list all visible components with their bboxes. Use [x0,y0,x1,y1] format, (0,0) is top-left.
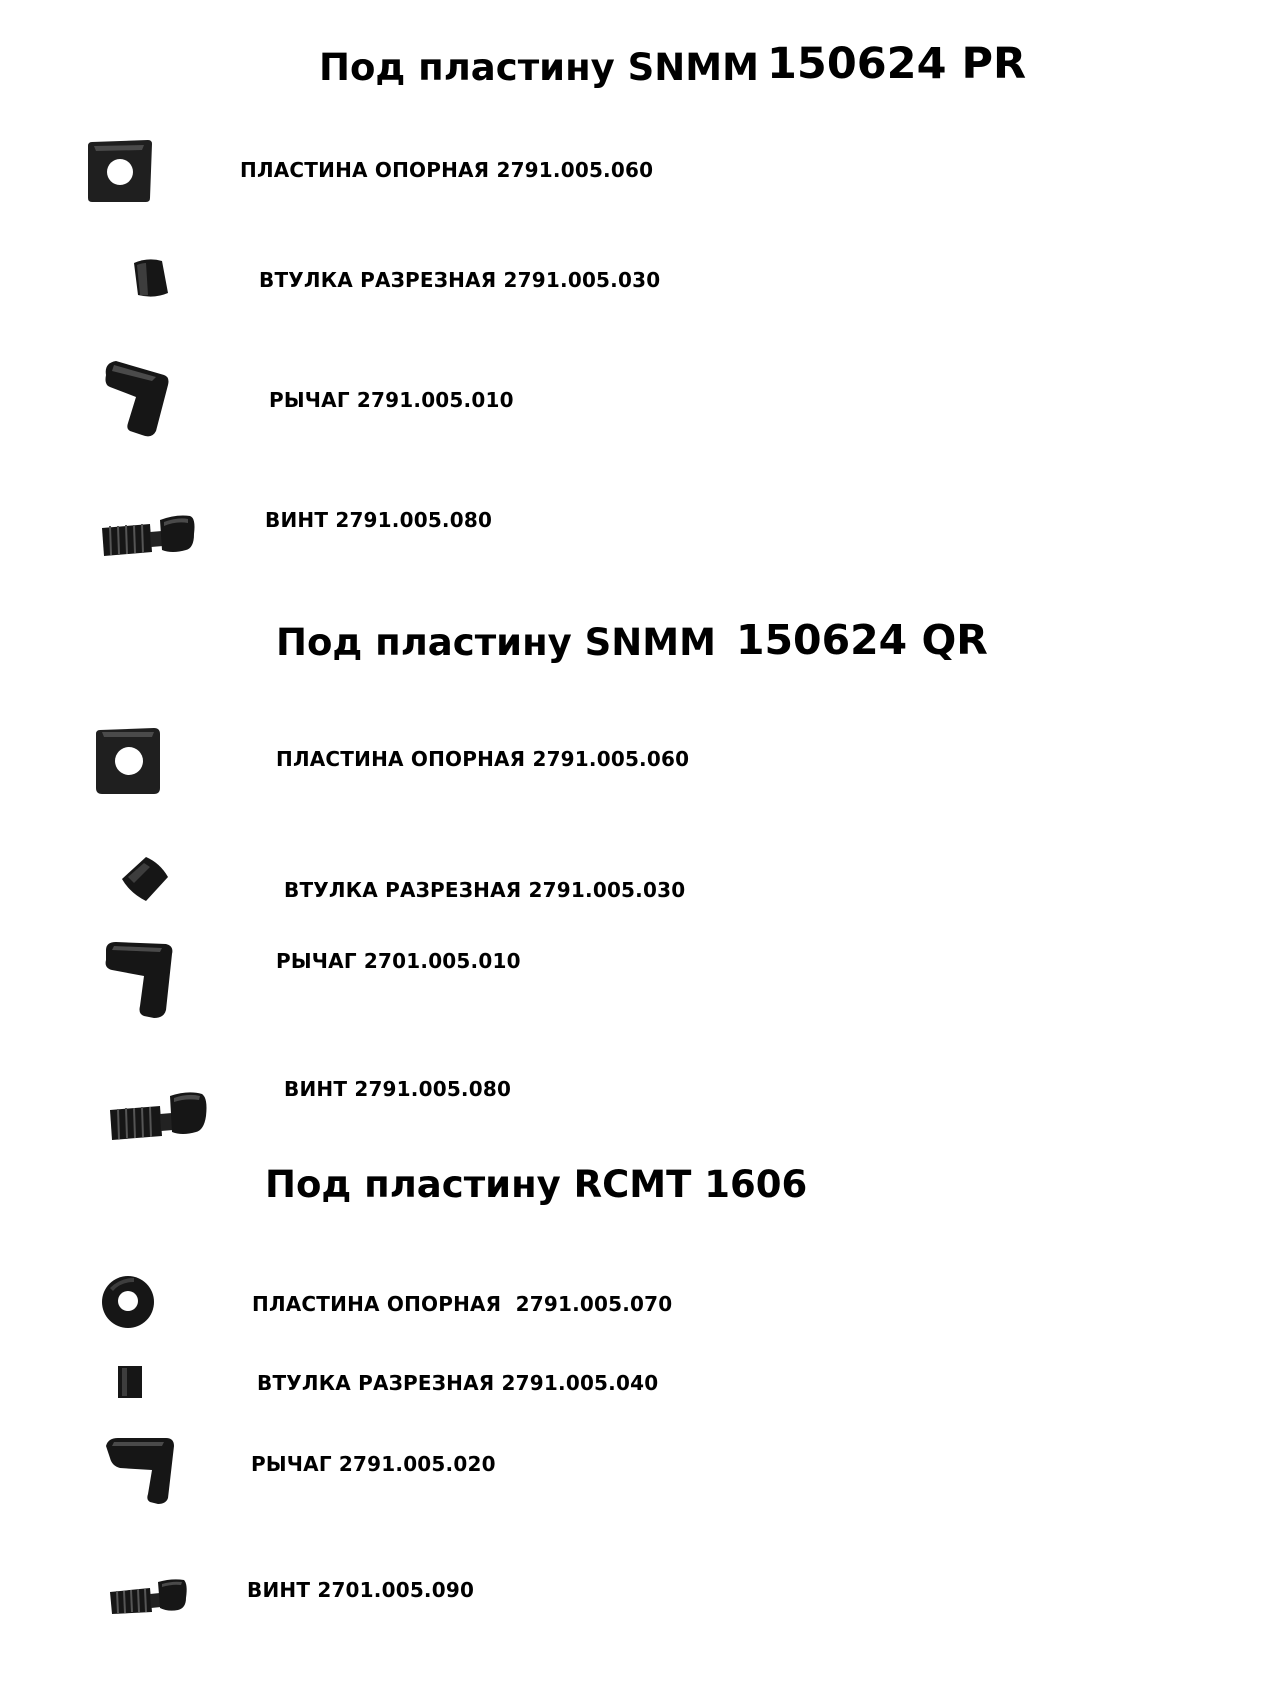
part-label: ВИНТ 2791.005.080 [265,508,493,532]
section-1-title: Под пластину SNMM [319,46,759,89]
part-label: ВТУЛКА РАЗРЕЗНАЯ 2791.005.030 [284,878,686,902]
lever-icon [100,940,176,1020]
screw-icon [108,1088,208,1142]
part-label: РЫЧАГ 2701.005.010 [276,949,521,973]
screw-icon [108,1576,188,1616]
section-2-title: Под пластину SNMM [276,621,716,664]
part-label: ВТУЛКА РАЗРЕЗНАЯ 2791.005.030 [259,268,661,292]
section-2-code: 150624 QR [736,616,988,664]
section-1-code: 150624 PR [767,39,1027,89]
round-support-plate-icon [100,1274,156,1330]
part-label: ПЛАСТИНА ОПОРНАЯ 2791.005.060 [240,158,654,182]
square-support-plate-icon [86,138,154,204]
lever-icon [100,357,172,439]
split-sleeve-icon [120,853,172,903]
part-label: ВИНТ 2701.005.090 [247,1578,475,1602]
part-label: ВТУЛКА РАЗРЕЗНАЯ 2791.005.040 [257,1371,659,1395]
split-sleeve-icon [114,1364,146,1400]
screw-icon [100,510,196,560]
part-label: ПЛАСТИНА ОПОРНАЯ 2791.005.070 [252,1292,673,1316]
part-label: ВИНТ 2791.005.080 [284,1077,512,1101]
square-support-plate-icon [94,726,162,796]
split-sleeve-icon [128,255,172,301]
part-label: РЫЧАГ 2791.005.010 [269,388,514,412]
lever-icon [104,1436,176,1506]
part-label: ПЛАСТИНА ОПОРНАЯ 2791.005.060 [276,747,690,771]
part-label: РЫЧАГ 2791.005.020 [251,1452,496,1476]
section-3-title: Под пластину RCMT 1606 [265,1163,808,1206]
